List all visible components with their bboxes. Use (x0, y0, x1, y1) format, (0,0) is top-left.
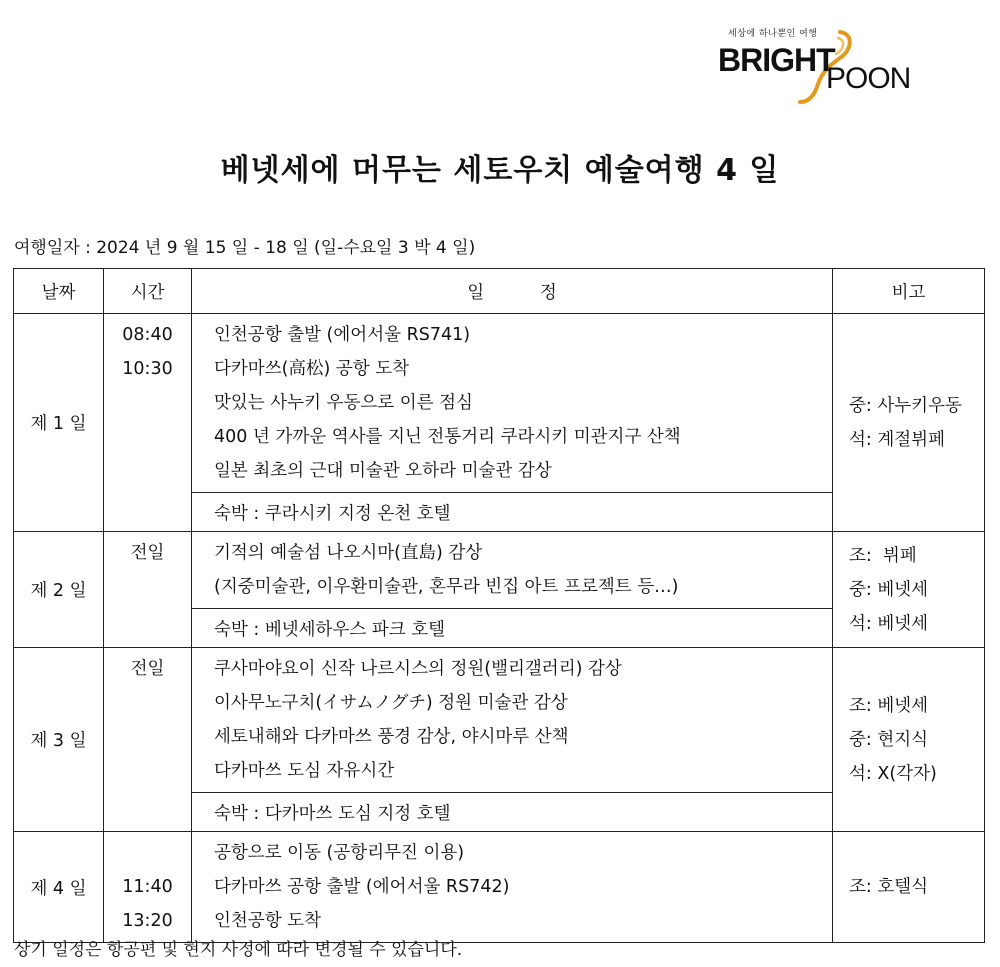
footnote: 상기 일정은 항공편 및 현지 사정에 따라 변경될 수 있습니다. (14, 940, 463, 960)
itinerary-table (13, 268, 985, 943)
header-date: 날짜 (14, 269, 104, 314)
brand-logo (718, 22, 928, 102)
day3-schedule (192, 648, 833, 793)
day1-label: 제 1 일 (14, 314, 104, 532)
header-time: 시간 (104, 269, 192, 314)
day2-times (104, 532, 192, 648)
schedule-item: 다카마쓰 도심 자유시간 (214, 761, 395, 781)
schedule-item: 맛있는 사누키 우동으로 이른 점심 (214, 393, 473, 413)
time-cell: 11:40 (122, 877, 173, 897)
meal-note: 조: 호텔식 (849, 877, 929, 897)
meal-note: 중: 베넷세 (849, 579, 929, 600)
table-row-day3 (14, 648, 985, 793)
day4-schedule (192, 832, 833, 943)
table-row-day2 (14, 532, 985, 609)
meal-note: 석: X(각자) (849, 763, 937, 784)
day1-times (104, 314, 192, 532)
day2-stay: 숙박 : 베넷세하우스 파크 호텔 (192, 609, 833, 648)
time-cell: 13:20 (122, 911, 173, 931)
header-schedule: 일 정 (192, 269, 833, 314)
meal-note: 중: 현지식 (849, 729, 929, 750)
day1-notes (833, 314, 985, 532)
table-row-day1 (14, 314, 985, 493)
schedule-item: 다카마쓰(高松) 공항 도착 (214, 359, 410, 379)
meal-note: 중: 사누키우동 (849, 395, 962, 416)
day1-schedule (192, 314, 833, 493)
schedule-item: 이사무노구치(イサムノグチ) 정원 미술관 감상 (214, 693, 568, 713)
meal-note: 석: 베넷세 (849, 613, 929, 634)
day3-label: 제 3 일 (14, 648, 104, 832)
table-header-row (14, 269, 985, 314)
table-row-day4 (14, 832, 985, 943)
travel-dates: 여행일자 : 2024 년 9 월 15 일 - 18 일 (일-수요일 3 박 4 일) (14, 238, 476, 258)
schedule-item: 세토내해와 다카마쓰 풍경 감상, 야시마루 산책 (214, 727, 569, 747)
time-cell: 전일 (130, 543, 165, 563)
schedule-item: 다카마쓰 공항 출발 (에어서울 RS742) (214, 877, 510, 897)
day1-stay: 숙박 : 쿠라시키 지정 온천 호텔 (192, 493, 833, 532)
logo-tagline: 세상에 하나뿐인 여행 (728, 29, 818, 39)
schedule-item: 쿠사마야요이 신작 나르시스의 정원(밸리갤러리) 감상 (214, 659, 622, 679)
day3-notes (833, 648, 985, 832)
day3-stay: 숙박 : 다카마쓰 도심 지정 호텔 (192, 793, 833, 832)
time-cell: 전일 (130, 659, 165, 679)
logo-word-bright: BRIGHT (718, 42, 835, 78)
day4-times (104, 832, 192, 943)
day2-notes (833, 532, 985, 648)
schedule-item: (지중미술관, 이우환미술관, 혼무라 빈집 아트 프로젝트 등…) (214, 577, 679, 597)
logo-word-poon: POON (826, 62, 911, 95)
time-cell: 10:30 (122, 359, 173, 379)
meal-note: 조: 뷔페 (849, 545, 917, 566)
day4-notes (833, 832, 985, 943)
day3-times (104, 648, 192, 832)
meal-note: 석: 계절뷔페 (849, 429, 945, 450)
schedule-item: 인천공항 출발 (에어서울 RS741) (214, 325, 471, 345)
day4-label: 제 4 일 (14, 832, 104, 943)
page-title: 베넷세에 머무는 세토우치 예술여행 4 일 (220, 153, 780, 188)
schedule-item: 공항으로 이동 (공항리무진 이용) (214, 843, 465, 863)
header-notes: 비고 (833, 269, 985, 314)
time-cell (104, 836, 191, 870)
schedule-item: 기적의 예술섬 나오시마(直島) 감상 (214, 543, 483, 563)
meal-note: 조: 베넷세 (849, 695, 929, 716)
schedule-item: 인천공항 도착 (214, 911, 321, 931)
time-cell: 08:40 (122, 325, 173, 345)
day2-label: 제 2 일 (14, 532, 104, 648)
schedule-item: 일본 최초의 근대 미술관 오하라 미술관 감상 (214, 461, 552, 481)
day2-schedule (192, 532, 833, 609)
schedule-item: 400 년 가까운 역사를 지닌 전통거리 쿠라시키 미관지구 산책 (214, 427, 681, 447)
